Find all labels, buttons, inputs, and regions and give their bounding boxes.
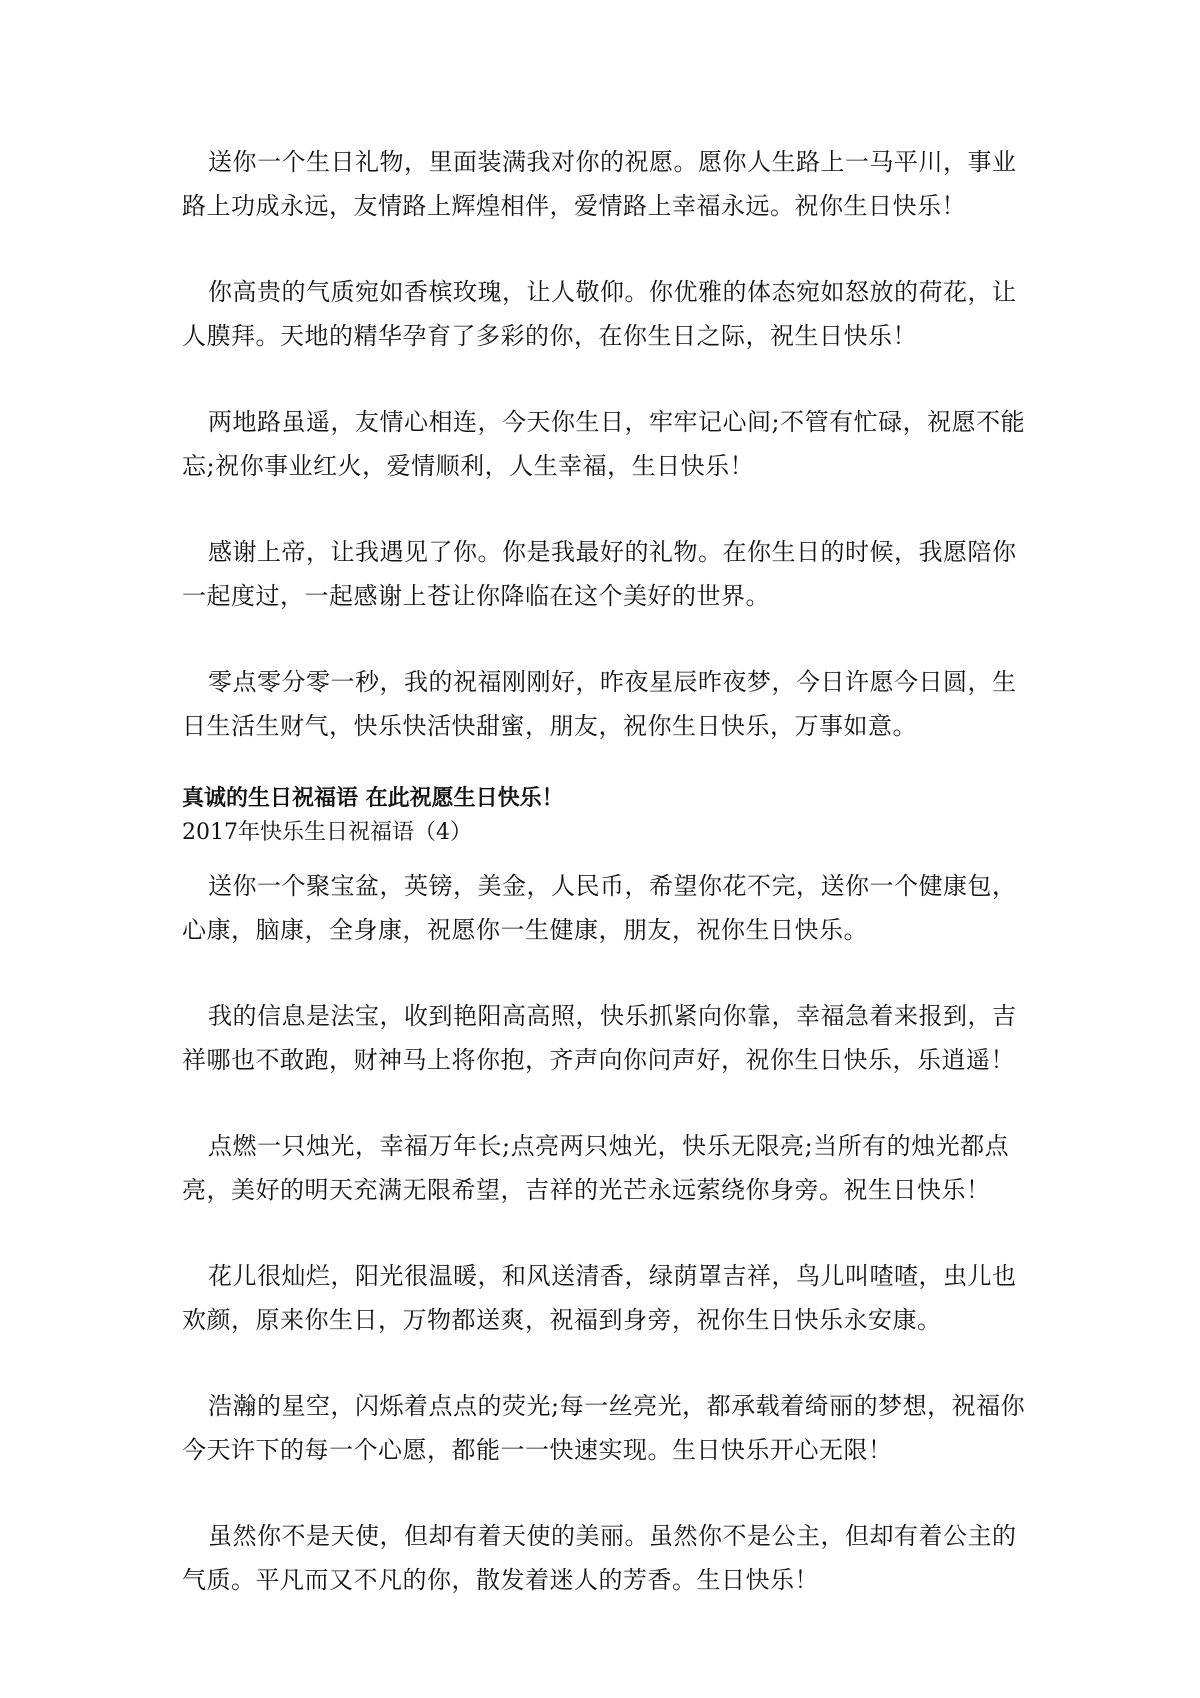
paragraph: 花儿很灿烂，阳光很温暖，和风送清香，绿荫罩吉祥，鸟儿叫喳喳，虫儿也欢颜，原来你生日，万物都送爽，祝福到身旁，祝你生日快乐永安康。 bbox=[182, 1262, 1017, 1334]
paragraph: 送你一个生日礼物，里面装满我对你的祝愿。愿你人生路上一马平川，事业路上功成永远，友情路上辉煌相伴，爱情路上幸福永远。祝你生日快乐！ bbox=[182, 148, 1017, 220]
paragraph: 你高贵的气质宛如香槟玫瑰，让人敬仰。你优雅的体态宛如怒放的荷花，让人膜拜。天地的精华孕育了多彩的你，在你生日之际，祝生日快乐！ bbox=[182, 278, 1017, 350]
paragraph: 浩瀚的星空，闪烁着点点的荧光;每一丝亮光，都承载着绮丽的梦想，祝福你今天许下的每一个心愿，都能一一快速实现。生日快乐开心无限！ bbox=[182, 1392, 1026, 1464]
paragraph: 零点零分零一秒，我的祝福刚刚好，昨夜星辰昨夜梦，今日许愿今日圆，生日生活生财气，快乐快活快甜蜜，朋友，祝你生日快乐，万事如意。 bbox=[182, 668, 1017, 740]
paragraph: 两地路虽遥，友情心相连，今天你生日，牢牢记心间;不管有忙碌，祝愿不能忘;祝你事业红火，爱情顺利，人生幸福，生日快乐！ bbox=[182, 408, 1026, 480]
paragraph: 送你一个聚宝盆，英镑，美金，人民币，希望你花不完，送你一个健康包，心康，脑康，全身康，祝愿你一生健康，朋友，祝你生日快乐。 bbox=[182, 872, 1017, 944]
paragraph: 我的信息是法宝，收到艳阳高高照，快乐抓紧向你靠，幸福急着来报到，吉祥哪也不敢跑，财神马上将你抱，齐声向你问声好，祝你生日快乐，乐逍遥！ bbox=[182, 1002, 1017, 1074]
section-subheading: 2017年快乐生日祝福语（4） bbox=[182, 820, 472, 845]
section-heading: 真诚的生日祝福语 在此祝愿生日快乐！ bbox=[182, 786, 564, 811]
paragraph: 点燃一只烛光，幸福万年长;点亮两只烛光，快乐无限亮;当所有的烛光都点亮，美好的明天充满无限希望，吉祥的光芒永远萦绕你身旁。祝生日快乐！ bbox=[182, 1132, 1010, 1204]
paragraph: 虽然你不是天使，但却有着天使的美丽。虽然你不是公主，但却有着公主的气质。平凡而又不凡的你，散发着迷人的芳香。生日快乐！ bbox=[182, 1522, 1017, 1594]
paragraph: 感谢上帝，让我遇见了你。你是我最好的礼物。在你生日的时候，我愿陪你一起度过，一起感谢上苍让你降临在这个美好的世界。 bbox=[182, 538, 1017, 610]
